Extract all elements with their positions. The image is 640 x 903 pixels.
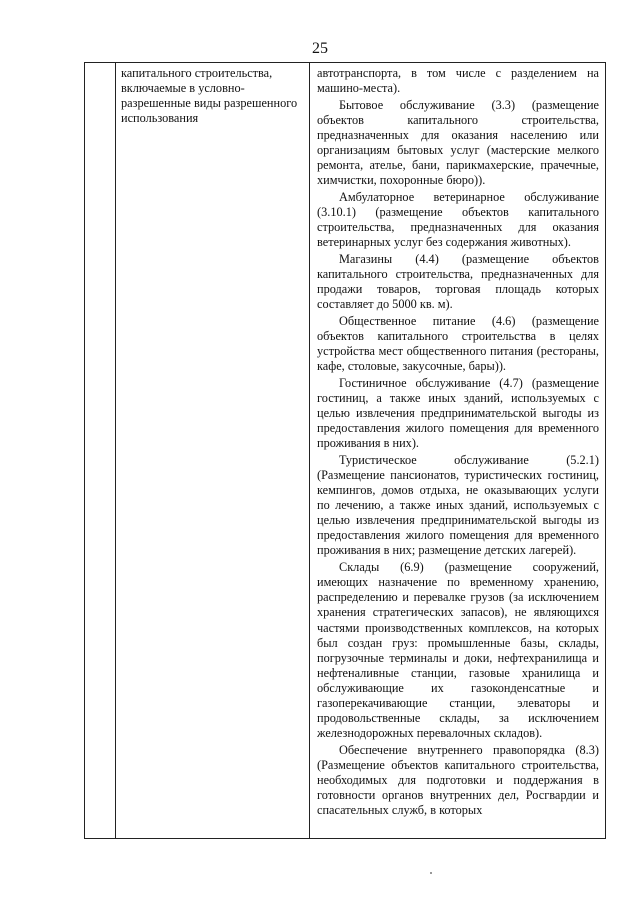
use-type-paragraph: Обеспечение внутреннего правопорядка (8.3) (Размещение объектов капитального строительства, необходимых для подготовки и поддержания в готовности органов внутренних дел, Росгвардии и спасательных служб, в которых [317, 742, 599, 818]
use-type-paragraph: автотранспорта, в том числе с разделением на машино-места). [317, 66, 599, 96]
use-type-paragraph: Склады (6.9) (размещение сооружений, имеющих назначение по временному хранению, распределению и перевалке грузов (за исключением хранения стратегических запасов), не являющихся частями производственных комплексов, на которых был создан груз: промышленные базы, склады, погрузочные терминалы и доки, нефтехранилища и нефтеналивные станции, газовые хранилища и обслуживающие их газоконденсатные и газоперекачивающие станции, элеваторы и продовольственные склады, за исключением железнодорожных перевалочных складов). [317, 560, 599, 741]
row-index-cell [85, 63, 116, 839]
use-type-paragraph: Общественное питание (4.6) (размещение объектов капитального строительства в целях устройства мест общественного питания (рестораны, кафе, столовые, закусочные, бары)). [317, 313, 599, 374]
use-category-cell [116, 63, 310, 839]
use-type-paragraph: Гостиничное обслуживание (4.7) (размещение гостиниц, а также иных зданий, используемых с целью извлечения предпринимательской выгоды из предоставления жилого помещения для временного проживания в них). [317, 375, 599, 451]
use-category-text: капитального строительства, включаемые в условно-разрешенные виды разрешенного использования [121, 66, 298, 126]
use-types-cell [310, 63, 606, 839]
table-row [85, 63, 606, 839]
use-type-paragraph: Амбулаторное ветеринарное обслуживание (3.10.1) (размещение объектов капитального строительства, предназначенных для оказания ветеринарных услуг без содержания животных). [317, 189, 599, 250]
use-type-paragraph: Магазины (4.4) (размещение объектов капитального строительства, предназначенных для продажи товаров, торговая площадь которых составляет до 5000 кв. м). [317, 251, 599, 312]
zoning-table [84, 62, 606, 839]
use-type-paragraph: Бытовое обслуживание (3.3) (размещение объектов капитального строительства, предназначенных для оказания населению или организациям бытовых услуг (мастерские мелкого ремонта, ателье, бани, парикмахерские, прачечные, химчистки, похоронные бюро)). [317, 97, 599, 188]
scan-speck [430, 872, 432, 874]
page-number: 25 [312, 40, 328, 57]
use-type-paragraph: Туристическое обслуживание (5.2.1) (Размещение пансионатов, туристических гостиниц, кемпингов, домов отдыха, не оказывающих услуги по лечению, а также иных зданий, используемых с целью извлечения предпринимательской выгоды из предоставления жилого помещения для временного проживания в них; размещение детских лагерей). [317, 452, 599, 558]
